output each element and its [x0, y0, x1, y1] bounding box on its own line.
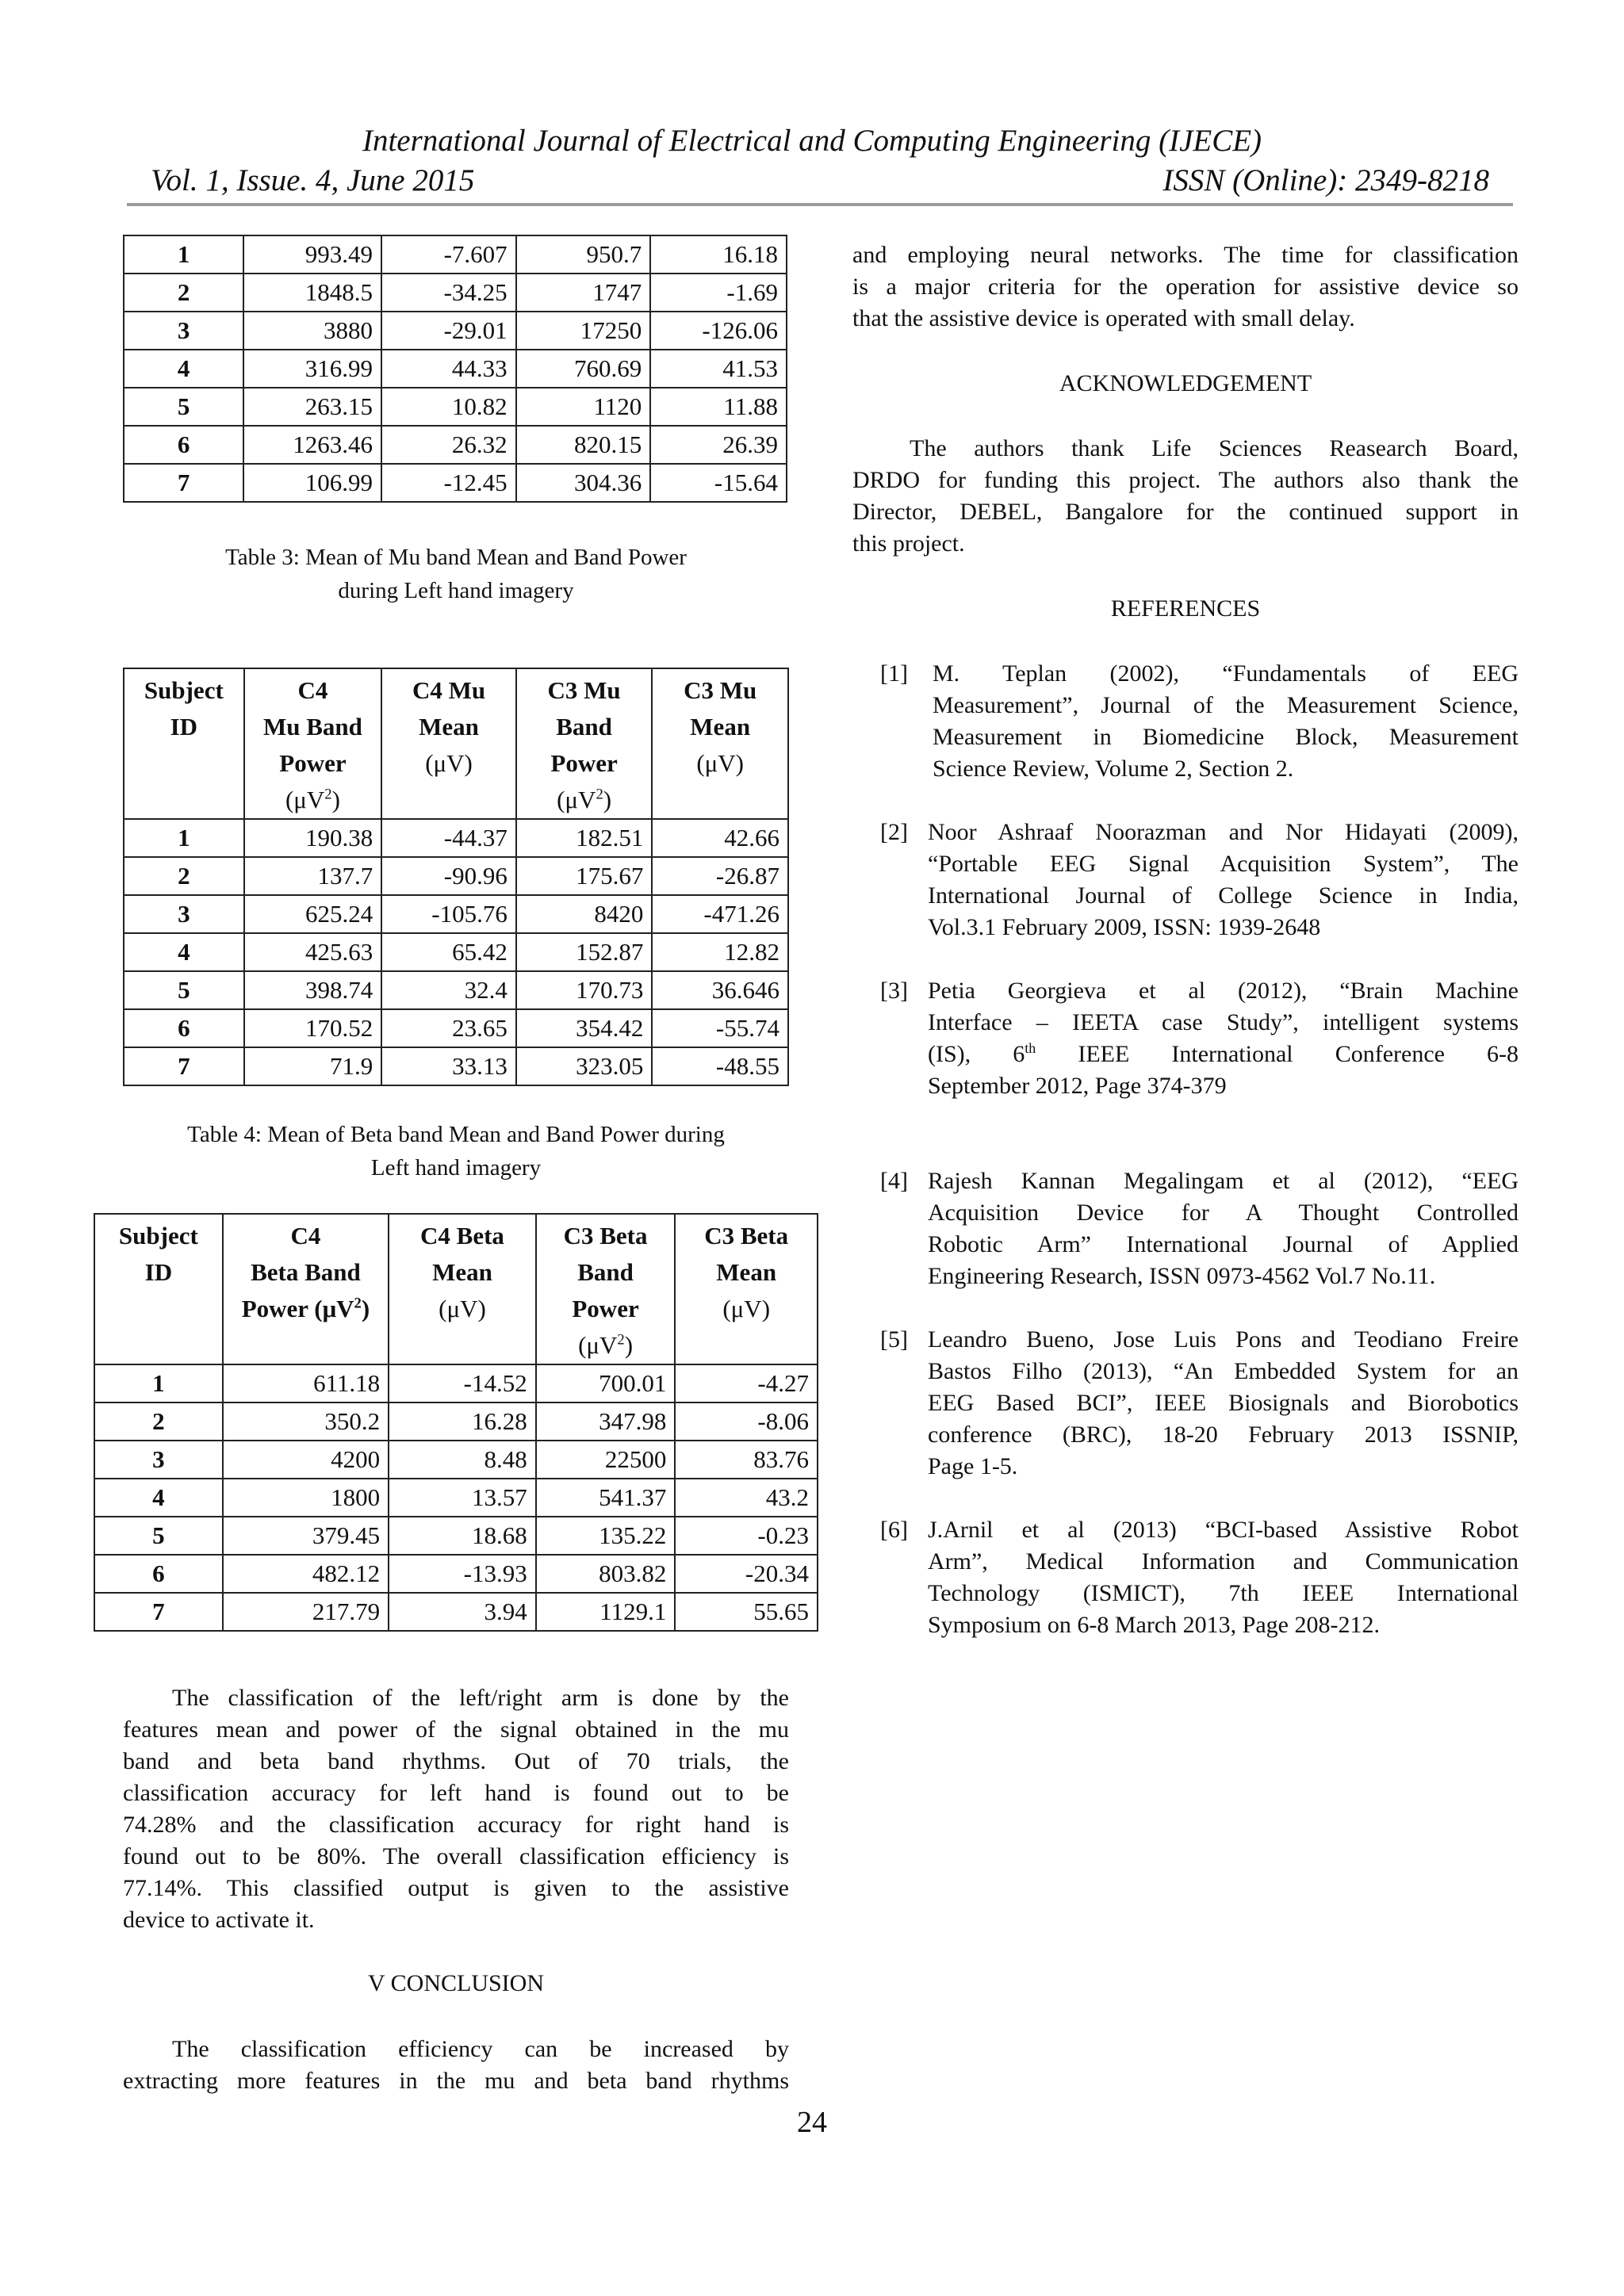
- table-row: 4 1800 13.57 541.37 43.2: [94, 1479, 818, 1517]
- table-row: 7 217.79 3.94 1129.1 55.65: [94, 1593, 818, 1631]
- reference-2: [2] Noor Ashraaf Noorazman and Nor Hidayati (2009), “Portable EEG Signal Acquisition System”, The International Journal of College Science in India, Vol.3.1 February 2009, ISSN: 1939-2648: [880, 819, 1519, 940]
- table-header-row: [94, 1214, 818, 1364]
- reference-5: [5] Leandro Bueno, Jose Luis Pons and Teodiano Freire Bastos Filho (2013), “An Embedded System for an EEG Based BCI”, IEEE Biosignals and Biorobotics conference (BRC), 18-20 February 2013 ISSNIP, Page 1-5.: [880, 1326, 1519, 1479]
- table-header-row: [124, 668, 788, 819]
- table-row: 4 425.63 65.42 152.87 12.82: [124, 933, 788, 971]
- table-row: 2 1848.5 -34.25 1747 -1.69: [124, 274, 787, 312]
- table-row: 1 190.38 -44.37 182.51 42.66: [124, 819, 788, 857]
- reference-6: [6] J.Arnil et al (2013) “BCI-based Assistive Robot Arm”, Medical Information and Communication Technology (ISMICT), 7th IEEE International Symposium on 6-8 March 2013, Page 208-212.: [880, 1517, 1519, 1638]
- table-row: 7 106.99 -12.45 304.36 -15.64: [124, 464, 787, 502]
- col-header-subject: Subject ID: [124, 668, 244, 819]
- table-row: 5 263.15 10.82 1120 11.88: [124, 388, 787, 426]
- table-row: 5 379.45 18.68 135.22 -0.23: [94, 1517, 818, 1555]
- conclusion-paragraph: The classification efficiency can be increased by extracting more features in the mu and beta band rhythms: [123, 2036, 789, 2094]
- journal-title: International Journal of Electrical and Computing Engineering (IJECE): [362, 124, 1262, 158]
- reference-3: [3] Petia Georgieva et al (2012), “Brain Machine Interface – IEETA case Study”, intelligent systems (IS), 6th IEEE International Conference 6-8 September 2012, Page 374-379: [880, 978, 1519, 1099]
- classification-paragraph: The classification of the left/right arm is done by the features mean and power of the signal obtained in the mu band and beta band rhythms. Out of 70 trials, the classification accuracy for left hand is found out to be 74.28% and the classification accuracy for right hand is found out to be 80%. The overall classification efficiency is 77.14%. This classified output is given to the assistive device to activate it.: [123, 1685, 789, 1933]
- col-header-c4-mean: C4 Beta Mean (μV): [389, 1214, 536, 1364]
- col-header-subject: Subject ID: [94, 1214, 223, 1364]
- table-row: 3 3880 -29.01 17250 -126.06: [124, 312, 787, 350]
- table-row: 3 625.24 -105.76 8420 -471.26: [124, 895, 788, 933]
- volume-issue: Vol. 1, Issue. 4, June 2015: [151, 163, 475, 197]
- col-header-c3-mean: C3 Beta Mean (μV): [675, 1214, 818, 1364]
- col-header-c3-power: C3 Mu Band Power $(\mu V^2)$: [516, 668, 653, 819]
- header-rule: [127, 203, 1513, 206]
- table-row: 3 4200 8.48 22500 83.76: [94, 1441, 818, 1479]
- table3-caption: Table 3: Mean of Mu band Mean and Band Power during Left hand imagery: [225, 545, 687, 603]
- col-header-c3-mean: C3 Mu Mean (μV): [652, 668, 788, 819]
- col-header-c3-power: C3 Beta Band Power $(\mu V^2)$: [536, 1214, 676, 1364]
- table-top: [123, 235, 787, 503]
- table-row: 6 482.12 -13.93 803.82 -20.34: [94, 1555, 818, 1593]
- col-header-c4-mean: C4 Mu Mean (μV): [381, 668, 516, 819]
- table-row: 7 71.9 33.13 323.05 -48.55: [124, 1047, 788, 1085]
- reference-4: [4] Rajesh Kannan Megalingam et al (2012), “EEG Acquisition Device for A Thought Controlled Robotic Arm” International Journal of Applied Engineering Research, ISSN 0973-4562 Vol.7 No.11.: [880, 1168, 1519, 1289]
- col-header-c4-power: C4 Beta Band Power $(\mu V^2)$: [223, 1214, 389, 1364]
- table3: [123, 668, 789, 1086]
- table-row: 6 1263.46 26.32 820.15 26.39: [124, 426, 787, 464]
- references-heading: REFERENCES: [1110, 595, 1261, 622]
- table-row: 1 993.49 -7.607 950.7 16.18: [124, 235, 787, 274]
- table-row: 2 350.2 16.28 347.98 -8.06: [94, 1402, 818, 1441]
- table-row: 4 316.99 44.33 760.69 41.53: [124, 350, 787, 388]
- reference-1: [1] M. Teplan (2002), “Fundamentals of EEG Measurement”, Journal of the Measurement Science, Measurement in Biomedicine Block, Measurement Science Review, Volume 2, Section 2.: [880, 660, 1519, 782]
- issn: ISSN (Online): 2349-8218: [1162, 163, 1489, 197]
- table-row: 6 170.52 23.65 354.42 -55.74: [124, 1009, 788, 1047]
- continuation-paragraph: and employing neural networks. The time for classification is a major criteria for the operation for assistive device so that the assistive device is operated with small delay.: [852, 242, 1519, 331]
- table-row: 1 611.18 -14.52 700.01 -4.27: [94, 1364, 818, 1402]
- acknowledgement-heading: ACKNOWLEDGEMENT: [1059, 370, 1312, 396]
- table-row: 5 398.74 32.4 170.73 36.646: [124, 971, 788, 1009]
- page-number: 24: [797, 2106, 827, 2139]
- table4-caption: Table 4: Mean of Beta band Mean and Band Power during Left hand imagery: [187, 1122, 725, 1181]
- acknowledgement-paragraph: The authors thank Life Sciences Reasearch Board, DRDO for funding this project. The authors also thank the Director, DEBEL, Bangalore for the continued support in this project.: [852, 435, 1519, 557]
- table4: [94, 1213, 818, 1632]
- col-header-c4-power: C4 Mu Band Power $(\mu V^2)$: [244, 668, 382, 819]
- table-row: 2 137.7 -90.96 175.67 -26.87: [124, 857, 788, 895]
- conclusion-heading: V CONCLUSION: [368, 1970, 544, 1996]
